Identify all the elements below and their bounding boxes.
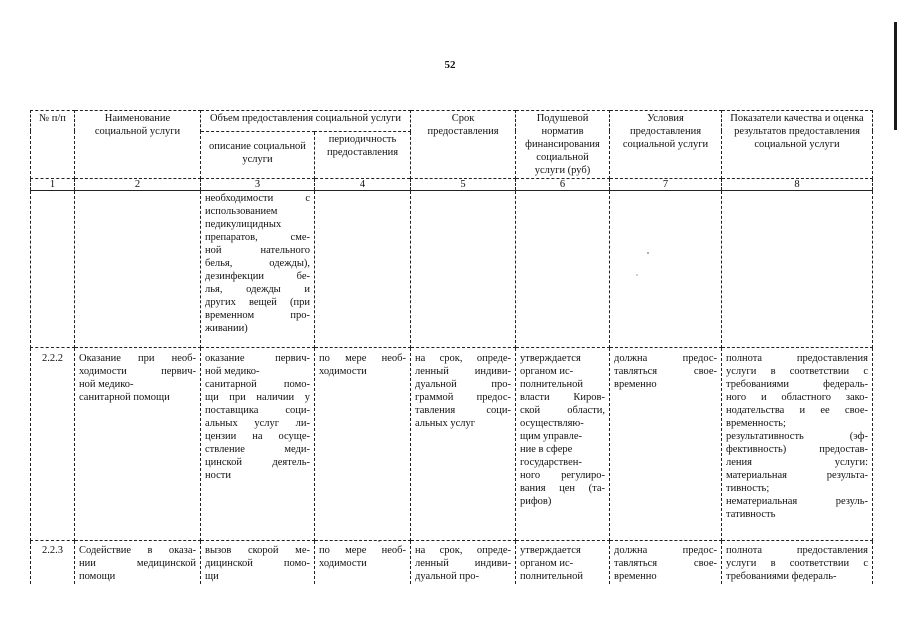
header-quality: Показатели качества и оценка результатов предоставления социальной услуги xyxy=(722,111,873,179)
cell-line: тавляться свое- xyxy=(614,366,717,377)
cell-line: осуществляю- xyxy=(520,418,584,429)
cell-line: ного и областного зако- xyxy=(726,392,868,403)
cell-line: утверждается xyxy=(520,353,581,364)
cell-line: ствление меди- xyxy=(205,444,310,455)
cell-line: по мере необ- xyxy=(319,545,406,556)
column-number: 1 xyxy=(31,179,75,191)
column-number: 5 xyxy=(411,179,516,191)
column-number-row xyxy=(31,179,873,191)
cell-quality xyxy=(722,541,873,585)
cell-description xyxy=(201,541,315,585)
cell-line: санитарной помо- xyxy=(205,379,310,390)
header-periodicity: периодичность предоставления xyxy=(315,131,411,178)
table-row xyxy=(31,191,873,348)
cell-line: нодательства и ее свое- xyxy=(726,405,868,416)
cell-line: временном про- xyxy=(205,310,310,321)
cell-line: помощи xyxy=(79,571,116,582)
cell-line: власти Киров- xyxy=(520,392,605,403)
cell-line: ной медико- xyxy=(79,379,134,390)
cell-line: живании) xyxy=(205,323,248,334)
cell-description xyxy=(201,348,315,541)
column-number: 2 xyxy=(75,179,201,191)
header-num: № п/п xyxy=(31,111,75,179)
cell-line: требованиями федераль- xyxy=(726,571,837,582)
cell-line: полнительной xyxy=(520,379,583,390)
cell-line: ной нательного xyxy=(205,245,310,256)
cell-line: граммой предос- xyxy=(415,392,511,403)
cell-line: цинской деятель- xyxy=(205,457,310,468)
cell-norm xyxy=(516,348,610,541)
header-row xyxy=(31,111,873,132)
cell-line: альных услуг xyxy=(415,418,476,429)
cell-line: Содействие в оказа- xyxy=(79,545,196,556)
cell-line: на срок, опреде- xyxy=(415,353,511,364)
cell-line: ности xyxy=(205,470,231,481)
cell-conditions xyxy=(610,348,722,541)
cell-line: оказание первич- xyxy=(205,353,310,364)
cell-periodicity xyxy=(315,541,411,585)
cell-num: 2.2.2 xyxy=(31,348,75,541)
cell-line: вызов скорой ме- xyxy=(205,545,310,556)
cell-line: белья, одежды), xyxy=(205,258,310,269)
cell-line: ленный индиви- xyxy=(415,558,511,569)
cell-line: щи xyxy=(205,571,219,582)
cell-line: санитарной помощи xyxy=(79,392,170,403)
header-term: Срок предоставления xyxy=(411,111,516,179)
header-name: Наименование социальной услуги xyxy=(75,111,201,179)
cell-num: 2.2.3 xyxy=(31,541,75,585)
cell-line: нематериальная резуль- xyxy=(726,496,868,507)
cell-line: использованием xyxy=(205,206,278,217)
cell-line: дуальной про- xyxy=(415,379,511,390)
header-conditions: Условия предоставления социальной услуги xyxy=(610,111,722,179)
cell-line: тативность xyxy=(726,509,776,520)
column-number: 8 xyxy=(722,179,873,191)
table-row xyxy=(31,348,873,541)
column-number: 6 xyxy=(516,179,610,191)
cell-line: органом ис- xyxy=(520,366,574,377)
header-volume: Объем предоставления социальной услуги xyxy=(201,111,411,132)
cell-name xyxy=(75,541,201,585)
cell-line: тавляться свое- xyxy=(614,558,717,569)
cell-line: альных услуг ли- xyxy=(205,418,310,429)
cell-line: поставщика соци- xyxy=(205,405,310,416)
cell-line: нии медицинской xyxy=(79,558,196,569)
header-description: описание социальной услуги xyxy=(201,131,315,178)
cell-line: других вещей (при xyxy=(205,297,310,308)
cell-line: ного регулиро- xyxy=(520,470,605,481)
cell-line: дицинской помо- xyxy=(205,558,310,569)
header-norm: Подушевой норматив финансирования социальной услуги (руб) xyxy=(516,111,610,179)
cell-line: необходимости с xyxy=(205,193,310,204)
cell-line: вания цен (та- xyxy=(520,483,605,494)
cell-name xyxy=(75,348,201,541)
cell-line: государствен- xyxy=(520,457,582,468)
cell-line: должна предос- xyxy=(614,353,717,364)
cell-line: тивность; xyxy=(726,483,770,494)
table-row xyxy=(31,541,873,585)
cell-line: временно xyxy=(614,379,657,390)
cell-line: ходимости первич- xyxy=(79,366,196,377)
services-table xyxy=(30,110,873,584)
column-number: 3 xyxy=(201,179,315,191)
cell-line: дезинфекции бе- xyxy=(205,271,310,282)
cell-line: полнота предоставления xyxy=(726,545,868,556)
cell-line: препаратов, сме- xyxy=(205,232,310,243)
cell-norm xyxy=(516,541,610,585)
cell-line: ления услуги: xyxy=(726,457,868,468)
cell-conditions xyxy=(610,541,722,585)
cell-line: дуальной про- xyxy=(415,571,479,582)
cell-periodicity xyxy=(315,348,411,541)
cell-line: услуги в соответствии с xyxy=(726,558,868,569)
cell-line: требованиями федераль- xyxy=(726,379,868,390)
cell-line: педикулицидных xyxy=(205,219,282,230)
cell-description xyxy=(201,191,315,348)
cell-line: ние в сфере xyxy=(520,444,573,455)
cell-term xyxy=(411,541,516,585)
cell-line: органом ис- xyxy=(520,558,574,569)
cell-line: рифов) xyxy=(520,496,552,507)
cell-line: щи при наличии у xyxy=(205,392,310,403)
cell-line: ленный индиви- xyxy=(415,366,511,377)
cell-line: услуги в соответствии с xyxy=(726,366,868,377)
cell-line: ной медико- xyxy=(205,366,260,377)
cell-line: материальная результа- xyxy=(726,470,868,481)
page-number: 52 xyxy=(444,59,456,71)
cell-quality xyxy=(722,348,873,541)
cell-line: ходимости xyxy=(319,558,367,569)
cell-line: цензии на осуще- xyxy=(205,431,310,442)
cell-line: временность; xyxy=(726,418,786,429)
cell-line: утверждается xyxy=(520,545,581,556)
column-number: 4 xyxy=(315,179,411,191)
cell-line: лья, одежды и xyxy=(205,284,310,295)
cell-line: должна предос- xyxy=(614,545,717,556)
cell-line: полнота предоставления xyxy=(726,353,868,364)
cell-line: по мере необ- xyxy=(319,353,406,364)
cell-term xyxy=(411,348,516,541)
cell-line: на срок, опреде- xyxy=(415,545,511,556)
cell-line: результативность (эф- xyxy=(726,431,868,442)
cell-line: фективность) предостав- xyxy=(726,444,868,455)
cell-line: временно xyxy=(614,571,657,582)
cell-line: щим управле- xyxy=(520,431,582,442)
cell-line: ской области, xyxy=(520,405,605,416)
cell-line: Оказание при необ- xyxy=(79,353,196,364)
cell-line: полнительной xyxy=(520,571,583,582)
column-number: 7 xyxy=(610,179,722,191)
cell-line: тавления соци- xyxy=(415,405,511,416)
cell-line: ходимости xyxy=(319,366,367,377)
